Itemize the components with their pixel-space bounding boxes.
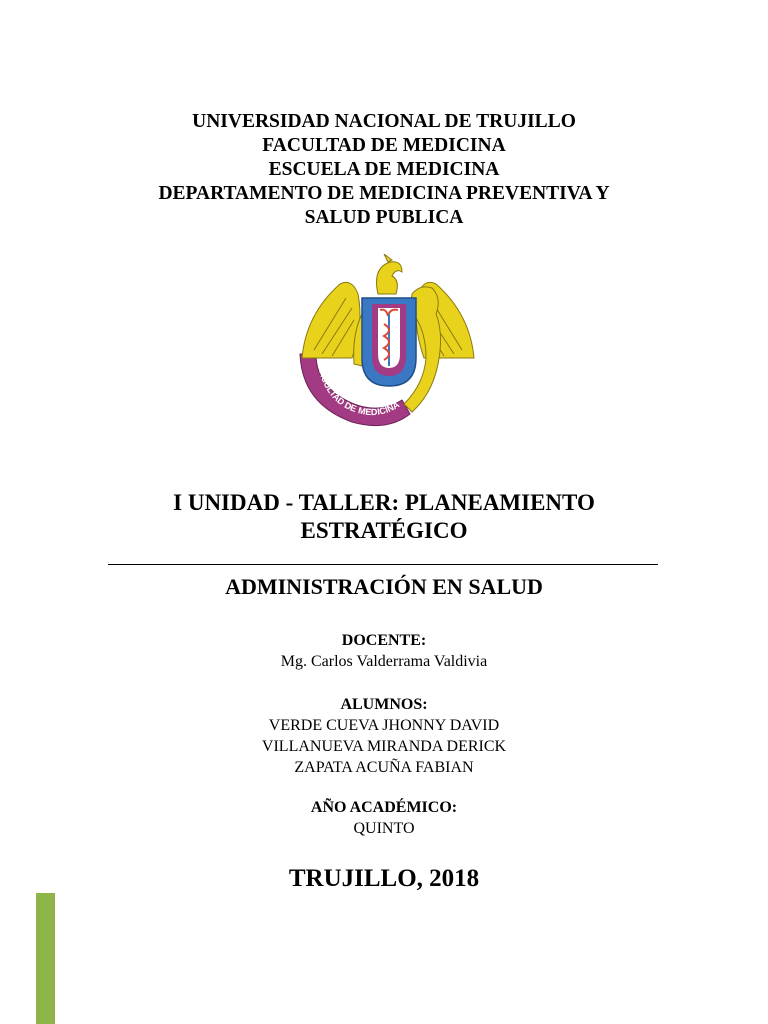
alumno-name: VERDE CUEVA JHONNY DAVID [268, 717, 500, 734]
department-name-line-1: DEPARTAMENTO DE MEDICINA PREVENTIVA Y [158, 183, 610, 204]
city-year: TRUJILLO, 2018 [288, 865, 480, 892]
institution-header [0, 110, 768, 230]
alumno-name: VILLANUEVA MIRANDA DERICK [261, 738, 507, 755]
docente-section [0, 631, 768, 672]
faculty-seal-griffin-icon [292, 254, 482, 432]
docente-label: DOCENTE: [341, 632, 427, 649]
university-name: UNIVERSIDAD NACIONAL DE TRUJILLO [192, 111, 576, 132]
alumnos-section [0, 695, 768, 778]
academic-year-section [0, 798, 768, 839]
svg-text:FACULTAD DE MEDICINA - UNT: FACULTAD DE MEDICINA [316, 364, 401, 418]
academic-year-value: QUINTO [353, 820, 415, 837]
faculty-name: FACULTAD DE MEDICINA [262, 135, 506, 156]
accent-bar [36, 893, 55, 1024]
docente-name: Mg. Carlos Valderrama Valdivia [280, 653, 488, 670]
alumno-name: ZAPATA ACUÑA FABIAN [294, 759, 474, 776]
alumnos-label: ALUMNOS: [340, 696, 428, 713]
workshop-title [0, 489, 768, 545]
department-name-line-2: SALUD PUBLICA [304, 207, 464, 228]
workshop-title-line-1: I UNIDAD - TALLER: PLANEAMIENTO [173, 490, 595, 515]
course-name: ADMINISTRACIÓN EN SALUD [225, 574, 543, 599]
school-name: ESCUELA DE MEDICINA [268, 159, 500, 180]
title-divider [108, 564, 658, 565]
workshop-title-line-2: ESTRATÉGICO [300, 518, 468, 543]
academic-year-label: AÑO ACADÉMICO: [310, 799, 458, 816]
